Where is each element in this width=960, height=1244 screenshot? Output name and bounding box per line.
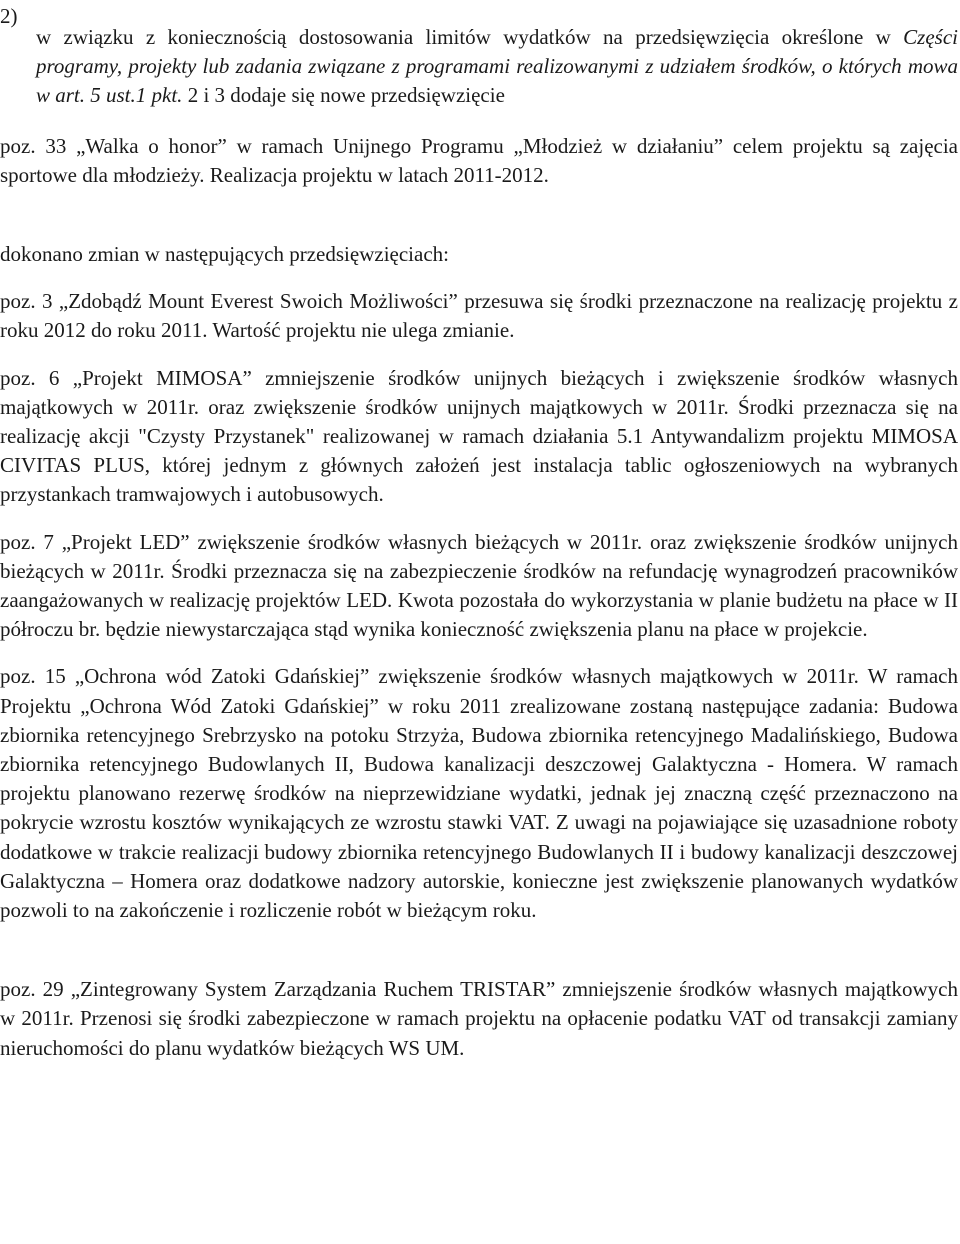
item-2-text (36, 23, 958, 111)
item-2-italic-reference: Części programy, projekty lub zadania związane z programami realizowanymi z udziałem środków, o których mowa w art. 5 ust.1 pkt. (36, 25, 958, 108)
paragraph-poz-3: poz. 3 „Zdobądź Mount Everest Swoich Możliwości” przesuwa się środki przeznaczone na realizację projektu z roku 2012 do roku 2011. Wartość projektu nie ulega zmianie. (0, 289, 958, 343)
paragraph-poz-29: poz. 29 „Zintegrowany System Zarządzania Ruchem TRISTAR” zmniejszenie środków własnych majątkowych w 2011r. Przenosi się środki zabezpieczone w ramach projektu na opłacenie podatku VAT od transakcji zamiany nieruchomości do planu wydatków bieżących WS UM. (0, 977, 958, 1060)
list-marker: 2) (0, 4, 18, 28)
item-2-text-end: 2 i 3 dodaje się nowe przedsięwzięcie (182, 83, 505, 108)
paragraph-poz-7: poz. 7 „Projekt LED” zwiększenie środków własnych bieżących w 2011r. oraz zwiększenie środków unijnych bieżących w 2011r. Środki przeznacza się na zabezpieczenie środków na refundację wynagrodzeń pracowników zaangażowanych w realizację projektów LED. Kwota pozostała do wykorzystania w planie budżetu na płace w II półroczu br. będzie niewystarczająca stąd wynika konieczność zwiększenia planu na płace w projekcie. (0, 529, 958, 642)
paragraph-poz-33: poz. 33 „Walka o honor” w ramach Unijnego Programu „Młodzież w działaniu” celem projektu są zajęcia sportowe dla młodzieży. Realizacja projektu w latach 2011-2012. (0, 133, 958, 187)
item-2-text-start: w związku z koniecznością dostosowania limitów wydatków na przedsięwzięcia określone w (36, 25, 904, 49)
paragraph-poz-6: poz. 6 „Projekt MIMOSA” zmniejszenie środków unijnych bieżących i zwiększenie środków własnych majątkowych w 2011r. oraz zwiększenie środków unijnych majątkowych w 2011r. Środki przeznacza się na realizację akcji "Czysty Przystanek" realizowanej w ramach działania 5.1 Antywandalizm projektu MIMOSA CIVITAS PLUS, której jednym z głównych założeń jest instalacja tablic ogłoszeniowych na wybranych przystankach tramwajowych i autobusowych. (0, 365, 958, 507)
list-item-2 (0, 2, 958, 132)
paragraph-poz-15: poz. 15 „Ochrona wód Zatoki Gdańskiej” zwiększenie środków własnych majątkowych w 2011r. W ramach Projektu „Ochrona Wód Zatoki Gdańskiej” w roku 2011 zrealizowane zostaną następujące zadania: Budowa zbiornika retencyjnego Srebrzysko na potoku Strzyża, Budowa zbiornika retencyjnego Madalińskiego, Budowa zbiornika retencyjnego Budowlanych II, Budowa kanalizacji deszczowej Galaktyczna - Homera. W ramach projektu planowano rezerwę środków na nieprzewidziane wydatki, jednak jej znaczną część przeznaczono na pokrycie wzrostu kosztów wynikających ze wzrostu stawki VAT. Z uwagi na pojawiające się uzasadnione roboty dodatkowe w trakcie realizacji budowy zbiornika retencyjnego Budowlanych II i budowy kanalizacji deszczowej Galaktyczna – Homera oraz dodatkowe nadzory autorskie, konieczne jest zwiększenie planowanych wydatków pozwoli to na zakończenie i rozliczenie robót w bieżącym roku. (0, 664, 958, 923)
document-page (0, 2, 958, 1063)
section-heading: dokonano zmian w następujących przedsięwzięciach: (0, 242, 449, 267)
